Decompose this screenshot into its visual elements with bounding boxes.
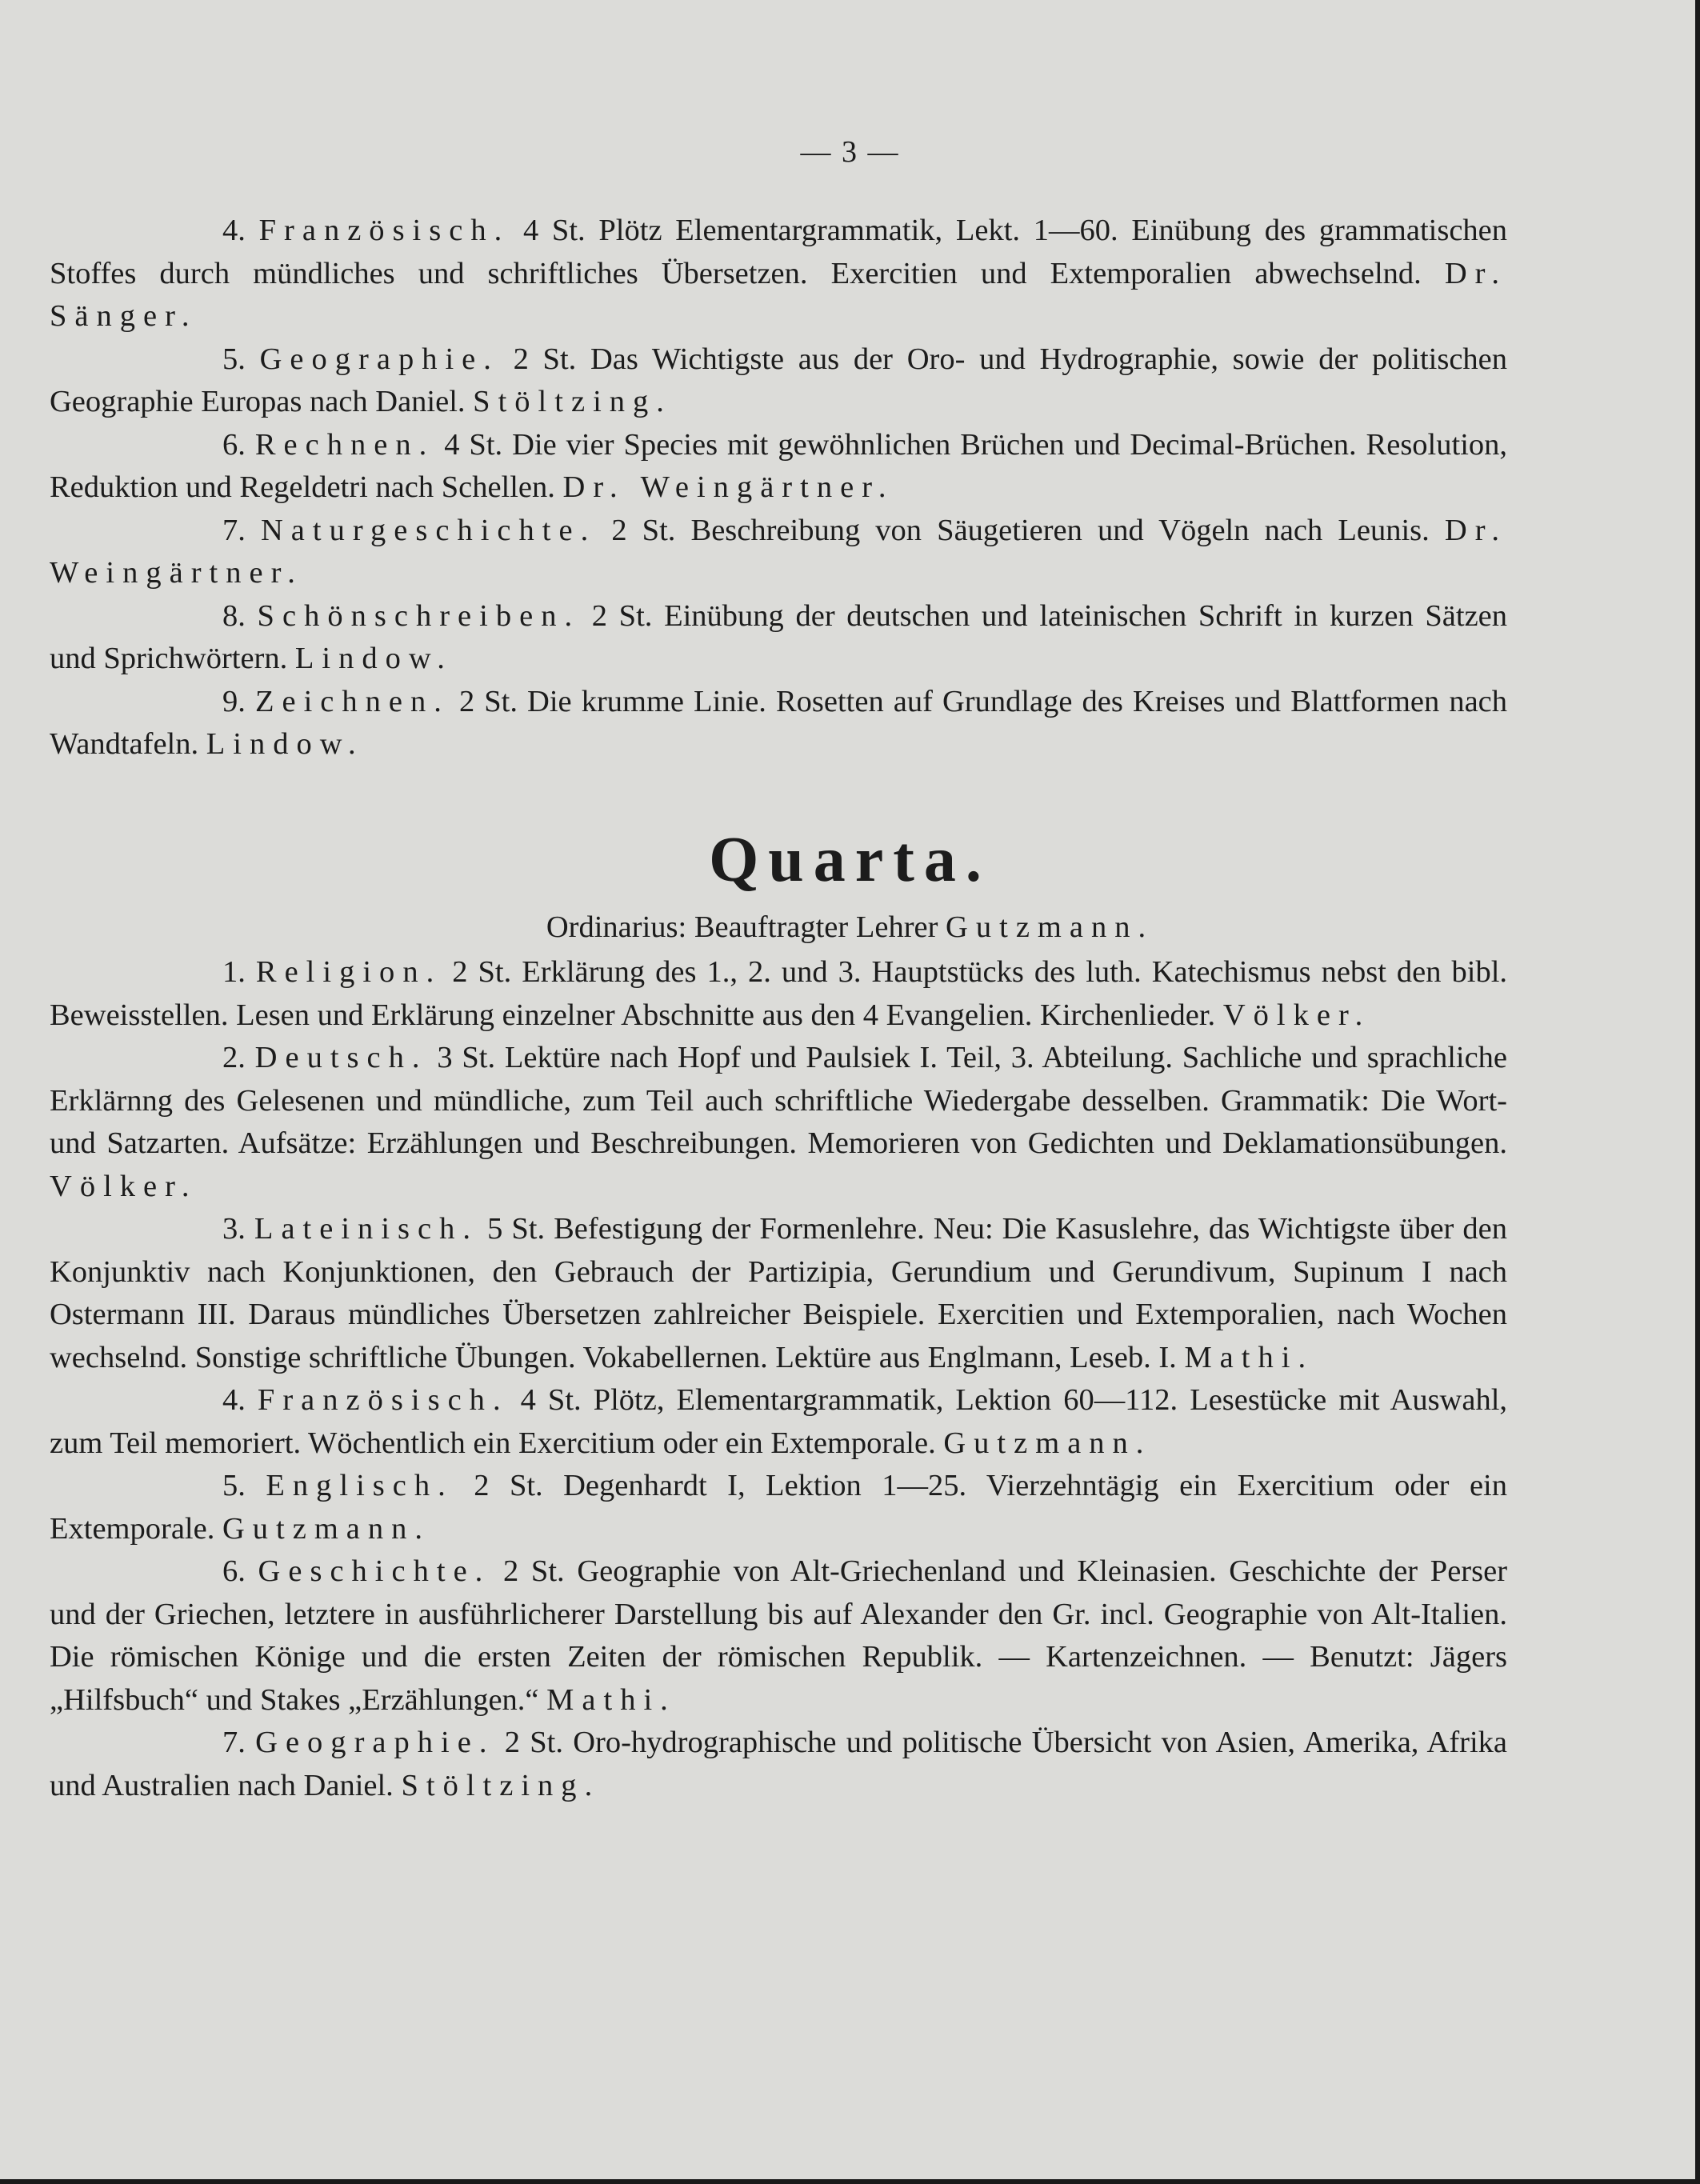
list-item: 4. Französisch. 4 St. Plötz, Elementargrammatik, Lektion 60—112. Lesestücke mit Auswahl, zum Teil memoriert. Wöchentlich ein Exercitium oder ein Extemporale. Gutzmann. [50,1383,1508,1460]
list-item: 8. Schönschreiben. 2 St. Einübung der deutschen und lateinischen Schrift in kurzen Sätzen und Sprichwörtern. Lindow. [50,598,1507,675]
section-heading: Quarta. [709,825,991,895]
scan-edge-bottom [0,2179,1700,2184]
list-item: 6. Geschichte. 2 St. Geographie von Alt-Griechenland und Kleinasien. Geschichte der Perser und der Griechen, letztere in ausführlicherer Darstellung bis auf Alexander den Gr. incl. Geographie von Alt-Italien. Die römischen Könige und die ersten Zeiten der römischen Republik. — Kartenzeichnen. — Benutzt: Jägers „Hilfsbuch“ und Stakes „Erzählungen.“ Mathi. [50,1554,1508,1717]
list-item: 1. Religion. 2 St. Erklärung des 1., 2. und 3. Hauptstücks des luth. Katechismus nebst den bibl. Beweisstellen. Lesen und Erklärung einzelner Abschnitte aus den 4 Evangelien. Kirchenlieder. Völker. [50,955,1508,1032]
list-item: 2. Deutsch. 3 St. Lektüre nach Hopf und Paulsiek I. Teil, 3. Abteilung. Sachliche und sprachliche Erklärnng des Gelesenen und mündliche, zum Teil auch schriftliche Wiedergabe desselben. Grammatik: Die Wort- und Satzarten. Aufsätze: Erzählungen und Beschreibungen. Memorieren von Gedichten und Deklamationsübungen. Völker. [50,1041,1508,1203]
top-section [50,210,1507,766]
scan-edge-right [1695,0,1700,2184]
quarta-section [50,951,1507,1807]
list-item: 6. Rechnen. 4 St. Die vier Species mit gewöhnlichen Brüchen und Decimal-Brüchen. Resolution, Reduktion und Regeldetri nach Schellen. Dr. Weingärtner. [50,427,1508,504]
list-item: 7. Geographie. 2 St. Oro-hydrographische und politische Übersicht von Asien, Amerika, Afrika und Australien nach Daniel. Stöltzing. [50,1726,1508,1802]
list-item: 5. Englisch. 2 St. Degenhardt I, Lektion 1—25. Vierzehntägig ein Exercitium oder ein Extemporale. Gutzmann. [50,1469,1507,1546]
list-item: 5. Geographie. 2 St. Das Wichtigste aus der Oro- und Hydrographie, sowie der politischen Geographie Europas nach Daniel. Stöltzing. [50,342,1508,418]
page-number: — 3 — [800,135,900,169]
list-item: 4. Französisch. 4 St. Plötz Elementargrammatik, Lekt. 1—60. Einübung des grammatischen Stoffes durch mündliches und schriftliches Übersetzen. Exercitien und Extemporalien abwechselnd. Dr. Sänger. [50,214,1508,333]
list-item: 9. Zeichnen. 2 St. Die krumme Linie. Rosetten auf Grundlage des Kreises und Blattformen nach Wandtafeln. Lindow. [50,684,1507,761]
list-item: 7. Naturgeschichte. 2 St. Beschreibung von Säugetieren und Vögeln nach Leunis. Dr. Weingärtner. [50,513,1508,590]
ordinarius-line: Ordinarius: Beauftragter Lehrer Gutzmann. [546,910,1154,944]
list-item: 3. Lateinisch. 5 St. Befestigung der Formenlehre. Neu: Die Kasuslehre, das Wichtigste über den Konjunktiv nach Konjunktionen, den Gebrauch der Partizipia, Gerundium und Gerundivum, Supinum I nach Ostermann III. Daraus mündliches Übersetzen zahlreicher Beispiele. Exercitien und Extemporalien, nach Wochen wechselnd. Sonstige schriftliche Übungen. Vokabellernen. Lektüre aus Englmann, Leseb. I. Mathi. [50,1212,1508,1374]
